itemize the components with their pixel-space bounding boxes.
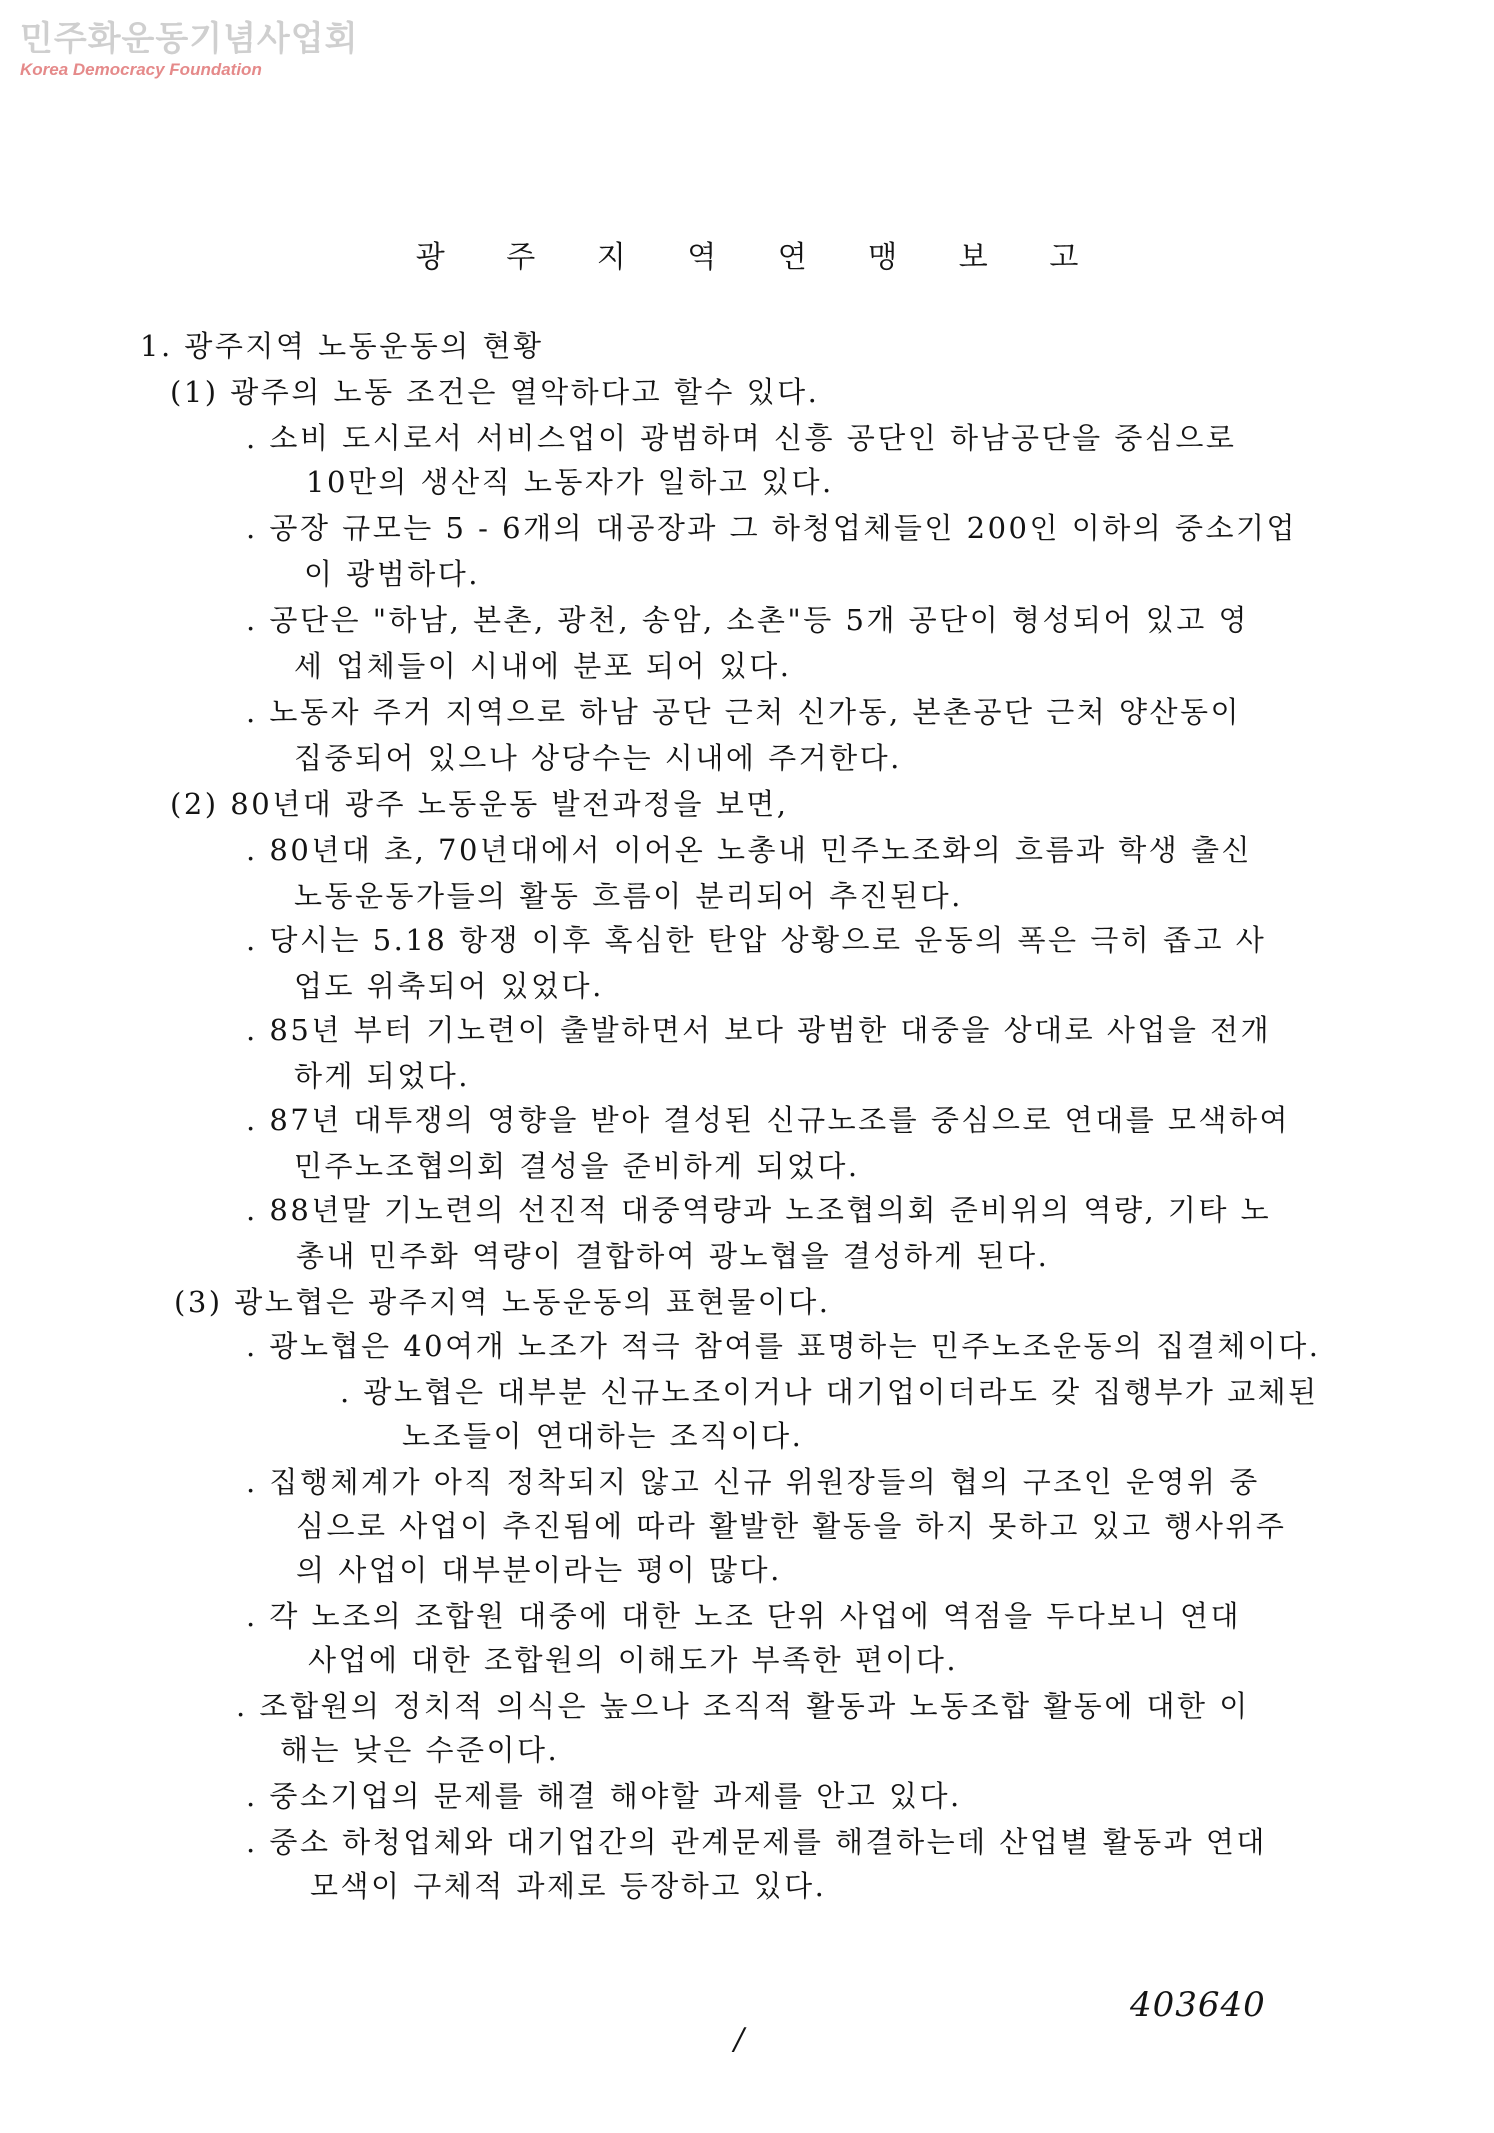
bullet-continuation: 민주노조협의회 결성을 준비하게 되었다. [294,1149,860,1183]
sub-bullet-continuation: 노조들이 연대하는 조직이다. [402,1419,804,1453]
watermark-english: Korea Democracy Foundation [20,60,262,79]
bullet-continuation: 해는 낮은 수준이다. [280,1733,560,1767]
watermark-korean: 민주화운동기념사업회 [20,19,359,59]
bullet-line: . 집행체계가 아직 정착되지 않고 신규 위원장들의 협의 구조인 운영위 중 [246,1465,1260,1499]
subsection-heading: (2) 80년대 광주 노동운동 발전과정을 보면, [170,787,789,821]
sub-bullet-line: . 광노협은 대부분 신규노조이거나 대기업이더라도 갖 집행부가 교체된 [340,1375,1319,1409]
page-number: / [734,2022,745,2057]
bullet-line: . 당시는 5.18 항쟁 이후 혹심한 탄압 상황으로 운동의 폭은 극히 좁고 사 [246,923,1267,957]
bullet-line: . 소비 도시로서 서비스업이 광범하며 신흥 공단인 하남공단을 중심으로 [246,421,1237,455]
bullet-continuation: 모색이 구체적 과제로 등장하고 있다. [310,1869,827,1903]
bullet-continuation: 의 사업이 대부분이라는 평이 많다. [296,1553,782,1587]
bullet-line: . 85년 부터 기노련이 출발하면서 보다 광범한 대중을 상대로 사업을 전개 [246,1013,1272,1047]
bullet-line: . 광노협은 40여개 노조가 적극 참여를 표명하는 민주노조운동의 집결체이다. [246,1329,1321,1363]
bullet-line: . 80년대 초, 70년대에서 이어온 노총내 민주노조화의 흐름과 학생 출신 [246,833,1253,867]
bullet-line: . 각 노조의 조합원 대중에 대한 노조 단위 사업에 역점을 두다보니 연대 [246,1599,1242,1633]
bullet-line: . 공장 규모는 5 - 6개의 대공장과 그 하청업체들인 200인 이하의 중소기업 [246,511,1298,545]
bullet-continuation: 10만의 생산직 노동자가 일하고 있다. [306,465,834,499]
section-heading: 1. 광주지역 노동운동의 현황 [140,329,544,363]
bullet-line: . 공단은 "하남, 본촌, 광천, 송암, 소촌"등 5개 공단이 형성되어 있고 영 [246,603,1249,637]
bullet-line: . 87년 대투쟁의 영향을 받아 결성된 신규노조를 중심으로 연대를 모색하여 [246,1103,1290,1137]
bullet-line: . 88년말 기노련의 선진적 대중역량과 노조협의회 준비위의 역량, 기타 노 [246,1193,1272,1227]
bullet-continuation: 노동운동가들의 활동 흐름이 분리되어 추진된다. [294,879,963,913]
watermark-logo [20,18,358,80]
bullet-continuation: 세 업체들이 시내에 분포 되어 있다. [294,649,792,683]
subsection-heading: (1) 광주의 노동 조건은 열악하다고 할수 있다. [170,375,820,409]
bullet-continuation: 심으로 사업이 추진됨에 따라 활발한 활동을 하지 못하고 있고 행사위주 [296,1509,1287,1543]
bullet-line: . 조합원의 정치적 의식은 높으나 조직적 활동과 노동조합 활동에 대한 이 [236,1689,1250,1723]
bullet-continuation: 사업에 대한 조합원의 이해도가 부족한 편이다. [308,1643,959,1677]
bullet-line: . 중소기업의 문제를 해결 해야할 과제를 안고 있다. [246,1779,962,1813]
bullet-line: . 중소 하청업체와 대기업간의 관계문제를 해결하는데 산업별 활동과 연대 [246,1825,1267,1859]
subsection-heading: (3) 광노협은 광주지역 노동운동의 표현물이다. [174,1285,831,1319]
bullet-line: . 노동자 주거 지역으로 하남 공단 근처 신가동, 본촌공단 근처 양산동이 [246,695,1242,729]
bullet-continuation: 업도 위축되어 있었다. [294,969,604,1003]
bullet-continuation: 이 광범하다. [304,557,481,591]
bullet-continuation: 집중되어 있으나 상당수는 시내에 주거한다. [294,741,902,775]
document-number: 403640 [1130,1985,1266,2025]
bullet-continuation: 총내 민주화 역량이 결합하여 광노협을 결성하게 된다. [296,1239,1050,1273]
bullet-continuation: 하게 되었다. [294,1059,471,1093]
document-title: 광 주 지 역 연 맹 보 고 [415,240,1105,275]
